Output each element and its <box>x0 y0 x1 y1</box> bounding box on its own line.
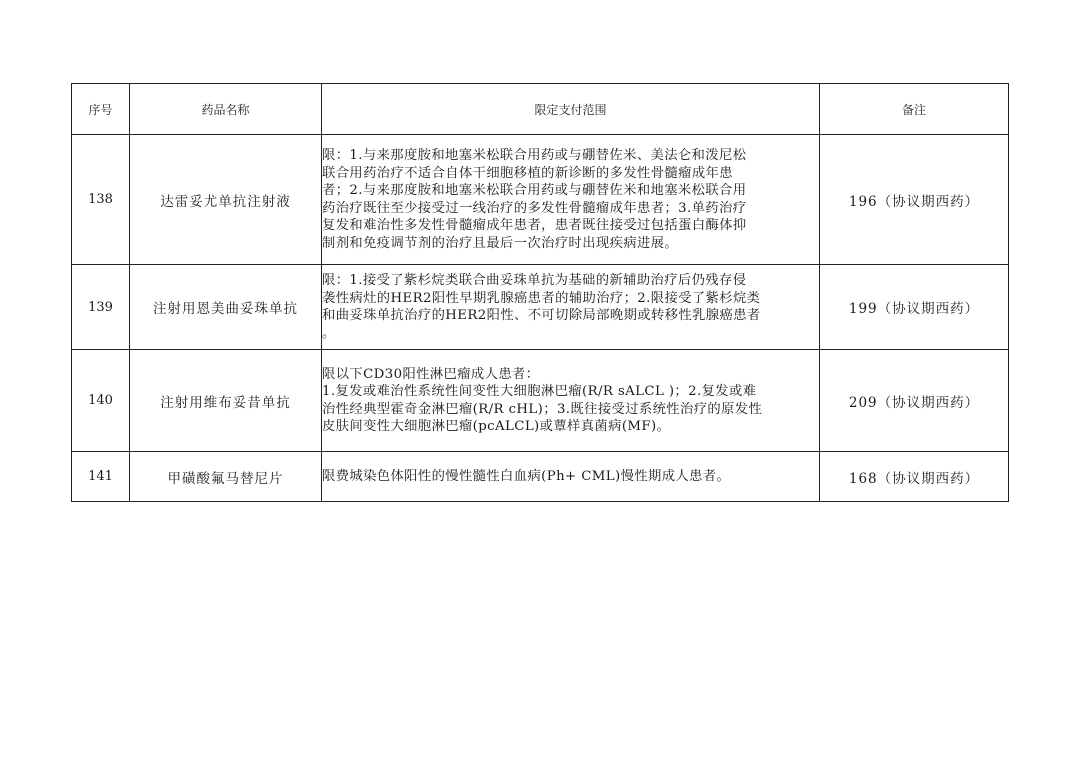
drug-name-cell: 注射用维布妥昔单抗 <box>130 350 322 452</box>
header-remarks: 备注 <box>820 84 1009 135</box>
scope-text-line: 制剂和免疫调节剂的治疗且最后一次治疗时出现疾病进展。 <box>322 235 679 251</box>
drug-name-cell: 注射用恩美曲妥珠单抗 <box>130 265 322 350</box>
scope-text-line: 限以下CD30阳性淋巴瘤成人患者： <box>322 366 540 382</box>
remark-cell: 209（协议期西药） <box>820 350 1009 452</box>
table-row <box>72 265 1009 350</box>
scope-text-line: 治性经典型霍奇金淋巴瘤(R/R cHL)；3.既往接受过系统性治疗的原发性 <box>322 401 763 417</box>
scope-text-line: 复发和难治性多发性骨髓瘤成年患者，患者既往接受过包括蛋白酶体抑 <box>322 218 747 233</box>
header-drug-name: 药品名称 <box>130 84 322 135</box>
payment-scope-cell <box>322 135 820 265</box>
scope-text-line: 皮肤间变性大细胞淋巴瘤(pcALCL)或蕈样真菌病(MF)。 <box>322 419 671 434</box>
payment-scope-cell <box>322 452 820 502</box>
drug-name-cell: 达雷妥尤单抗注射液 <box>130 135 322 265</box>
scope-text-line: 者；2.与来那度胺和地塞米松联合用药或与硼替佐米和地塞米松联合用 <box>322 183 747 198</box>
scope-text-line: 限：1.与来那度胺和地塞米松联合用药或与硼替佐米、美法仑和泼尼松 <box>322 148 747 163</box>
scope-text-line: 袭性病灶的HER2阳性早期乳腺癌患者的辅助治疗；2.限接受了紫杉烷类 <box>322 290 761 306</box>
drug-reimbursement-table <box>71 83 1009 502</box>
table-header-row <box>72 84 1009 135</box>
serial-number-cell: 141 <box>72 452 130 502</box>
serial-number-cell: 140 <box>72 350 130 452</box>
payment-scope-cell <box>322 265 820 350</box>
remark-cell: 199（协议期西药） <box>820 265 1009 350</box>
scope-text-line: 1.复发或难治性系统性间变性大细胞淋巴瘤(R/R sALCL )；2.复发或难 <box>322 384 757 399</box>
table-row <box>72 350 1009 452</box>
scope-text-line: 药治疗既往至少接受过一线治疗的多发性骨髓瘤成年患者；3.单药治疗 <box>322 200 747 216</box>
scope-text-line: 联合用药治疗不适合自体干细胞移植的新诊断的多发性骨髓瘤成年患 <box>322 165 733 181</box>
scope-text-line: 限费城染色体阳性的慢性髓性白血病(Ph+ CML)慢性期成人患者。 <box>322 468 731 484</box>
drug-name-cell: 甲磺酸氟马替尼片 <box>130 452 322 502</box>
header-payment-scope: 限定支付范围 <box>322 84 820 135</box>
remark-cell: 168（协议期西药） <box>820 452 1009 502</box>
payment-scope-cell <box>322 350 820 452</box>
serial-number-cell: 139 <box>72 265 130 350</box>
scope-text-line: 和曲妥珠单抗治疗的HER2阳性、不可切除局部晚期或转移性乳腺癌患者 <box>322 308 761 323</box>
remark-cell: 196（协议期西药） <box>820 135 1009 265</box>
scope-text-line: 。 <box>322 325 336 341</box>
scope-text-line: 限：1.接受了紫杉烷类联合曲妥珠单抗为基础的新辅助治疗后仍残存侵 <box>322 273 747 288</box>
serial-number-cell: 138 <box>72 135 130 265</box>
table-row <box>72 135 1009 265</box>
table-row <box>72 452 1009 502</box>
header-serial-number: 序号 <box>72 84 130 135</box>
